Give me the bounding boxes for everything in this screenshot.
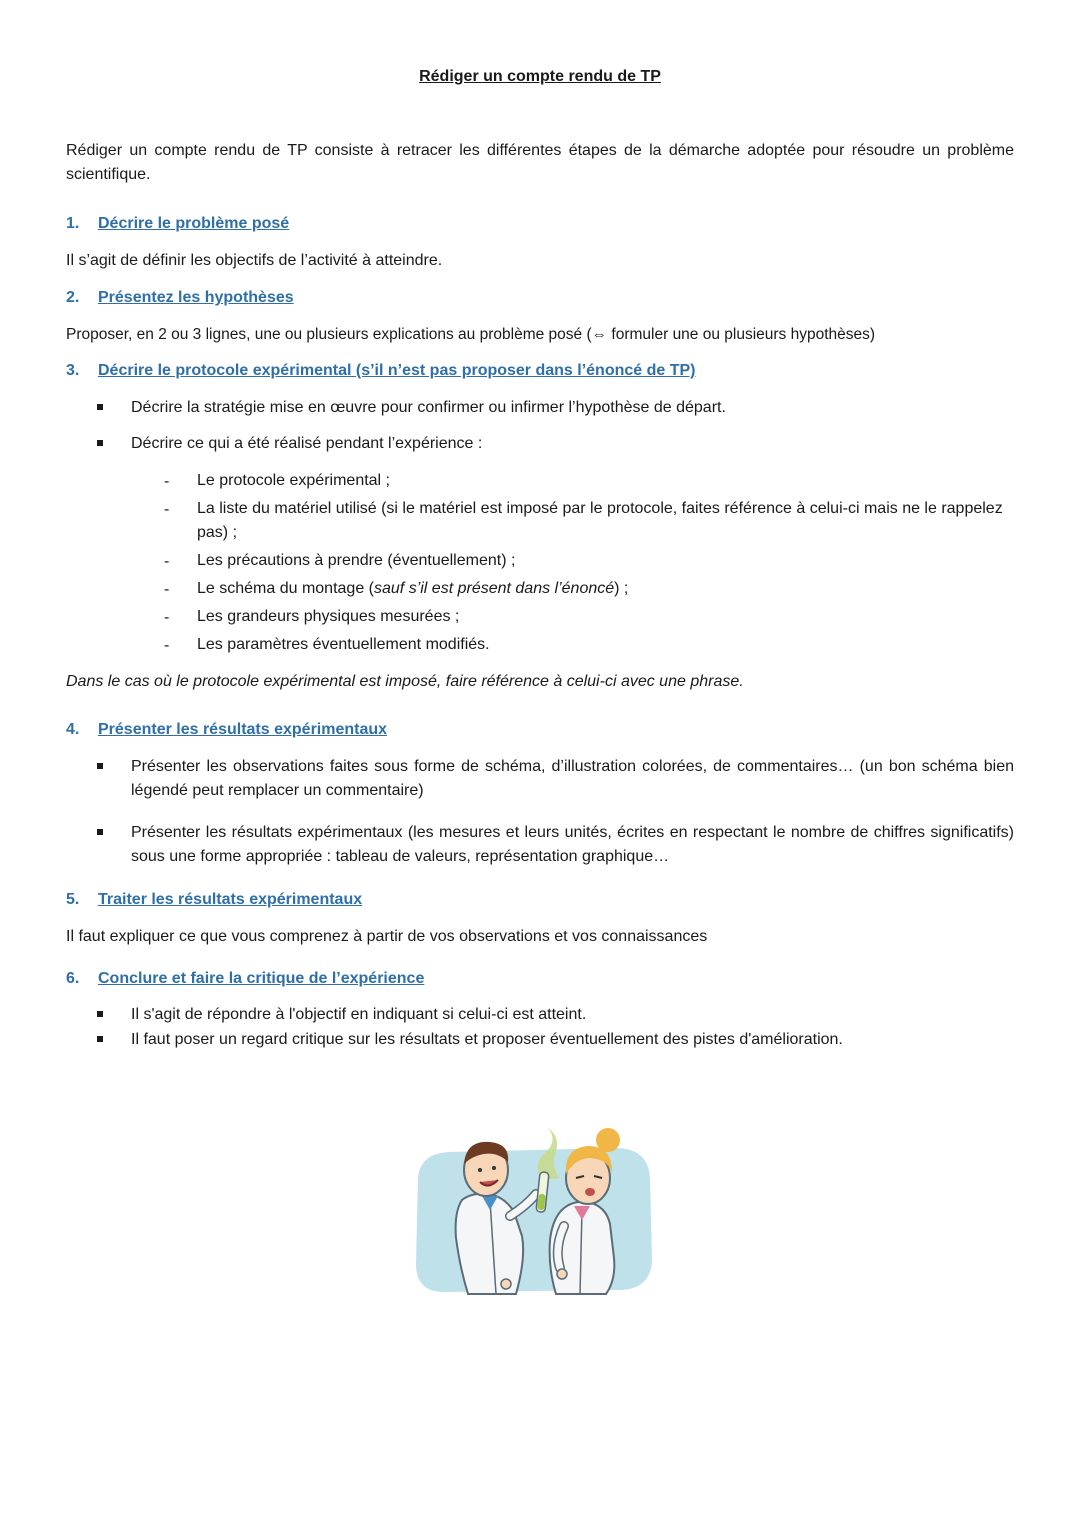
section-6-bullet-1: Il s'agit de répondre à l'objectif en indiquant si celui-ci est atteint. bbox=[131, 1006, 587, 1023]
dash-marker: - bbox=[164, 609, 170, 626]
schema-text-after: ) ; bbox=[614, 580, 629, 597]
bullet-marker bbox=[97, 440, 103, 446]
bullet-marker bbox=[97, 763, 103, 769]
section-3-number: 3. bbox=[66, 362, 80, 379]
section-3-subitem-2: La liste du matériel utilisé (si le matériel est imposé par le protocole, faites référence à celui-ci mais ne le rappelez pas) ; bbox=[197, 500, 1003, 541]
section-4-number: 4. bbox=[66, 721, 80, 738]
dash-marker: - bbox=[164, 553, 170, 570]
section-3-bullet-1: Décrire la stratégie mise en œuvre pour confirmer ou infirmer l’hypothèse de départ. bbox=[131, 399, 726, 416]
section-3-bullet-2: Décrire ce qui a été réalisé pendant l’expérience : bbox=[131, 435, 483, 452]
dash-marker: - bbox=[164, 501, 170, 518]
dash-marker: - bbox=[164, 473, 170, 490]
section-6-number: 6. bbox=[66, 970, 80, 987]
section-3-subitem-4: Les grandeurs physiques mesurées ; bbox=[197, 608, 460, 625]
schema-text-italic: sauf s’il est présent dans l’énoncé bbox=[374, 580, 615, 597]
bullet-marker bbox=[97, 404, 103, 410]
section-6-bullet-2: Il faut poser un regard critique sur les résultats et proposer éventuellement des pistes d'amélioration. bbox=[131, 1031, 843, 1048]
section-3-note: Dans le cas où le protocole expérimental est imposé, faire référence à celui-ci avec une phrase. bbox=[66, 673, 744, 690]
dash-marker: - bbox=[164, 581, 170, 598]
section-1-number: 1. bbox=[66, 215, 80, 232]
section-4-bullet-1: Présenter les observations faites sous forme de schéma, d’illustration colorées, de commentaires… (un bon schéma bien légendé peut remplacer un commentaire) bbox=[131, 758, 1014, 799]
section-3-subitem-5: Les paramètres éventuellement modifiés. bbox=[197, 636, 490, 653]
section-3-subitem-3: Les précautions à prendre (éventuellement) ; bbox=[197, 552, 516, 569]
document-title: Rédiger un compte rendu de TP bbox=[419, 68, 661, 85]
section-3-subitem-schema bbox=[197, 577, 1007, 601]
section-4-title: Présenter les résultats expérimentaux bbox=[98, 721, 388, 738]
section-2-number: 2. bbox=[66, 289, 80, 306]
illustration-background bbox=[416, 1148, 652, 1292]
section-2-text: Proposer, en 2 ou 3 lignes, une ou plusieurs explications au problème posé (⇔ formuler une ou plusieurs hypothèses) bbox=[66, 326, 876, 343]
schema-text-before: Le schéma du montage ( bbox=[197, 580, 374, 597]
section-5-text: Il faut expliquer ce que vous comprenez à partir de vos observations et vos connaissances bbox=[66, 928, 708, 945]
dash-marker: - bbox=[164, 637, 170, 654]
section-5-number: 5. bbox=[66, 891, 80, 908]
section-3-subitem-1: Le protocole expérimental ; bbox=[197, 472, 390, 489]
bullet-marker bbox=[97, 829, 103, 835]
section-4-bullet-2: Présenter les résultats expérimentaux (les mesures et leurs unités, écrites en respectant le nombre de chiffres significatifs) sous une forme appropriée : tableau de valeurs, représentation graphique… bbox=[131, 824, 1014, 865]
section-3-title: Décrire le protocole expérimental (s’il n’est pas proposer dans l’énoncé de TP) bbox=[98, 362, 696, 379]
scientists-illustration bbox=[410, 1108, 656, 1300]
section-6-title: Conclure et faire la critique de l’expérience bbox=[98, 970, 425, 987]
section-5-title: Traiter les résultats expérimentaux bbox=[98, 891, 363, 908]
section-1-title: Décrire le problème posé bbox=[98, 215, 290, 232]
intro-paragraph: Rédiger un compte rendu de TP consiste à retracer les différentes étapes de la démarche adoptée pour résoudre un problème scientifique. bbox=[66, 142, 1014, 183]
section-2-title: Présentez les hypothèses bbox=[98, 289, 294, 306]
bullet-marker bbox=[97, 1036, 103, 1042]
bullet-marker bbox=[97, 1011, 103, 1017]
section-1-text: Il s’agit de définir les objectifs de l’activité à atteindre. bbox=[66, 252, 443, 269]
